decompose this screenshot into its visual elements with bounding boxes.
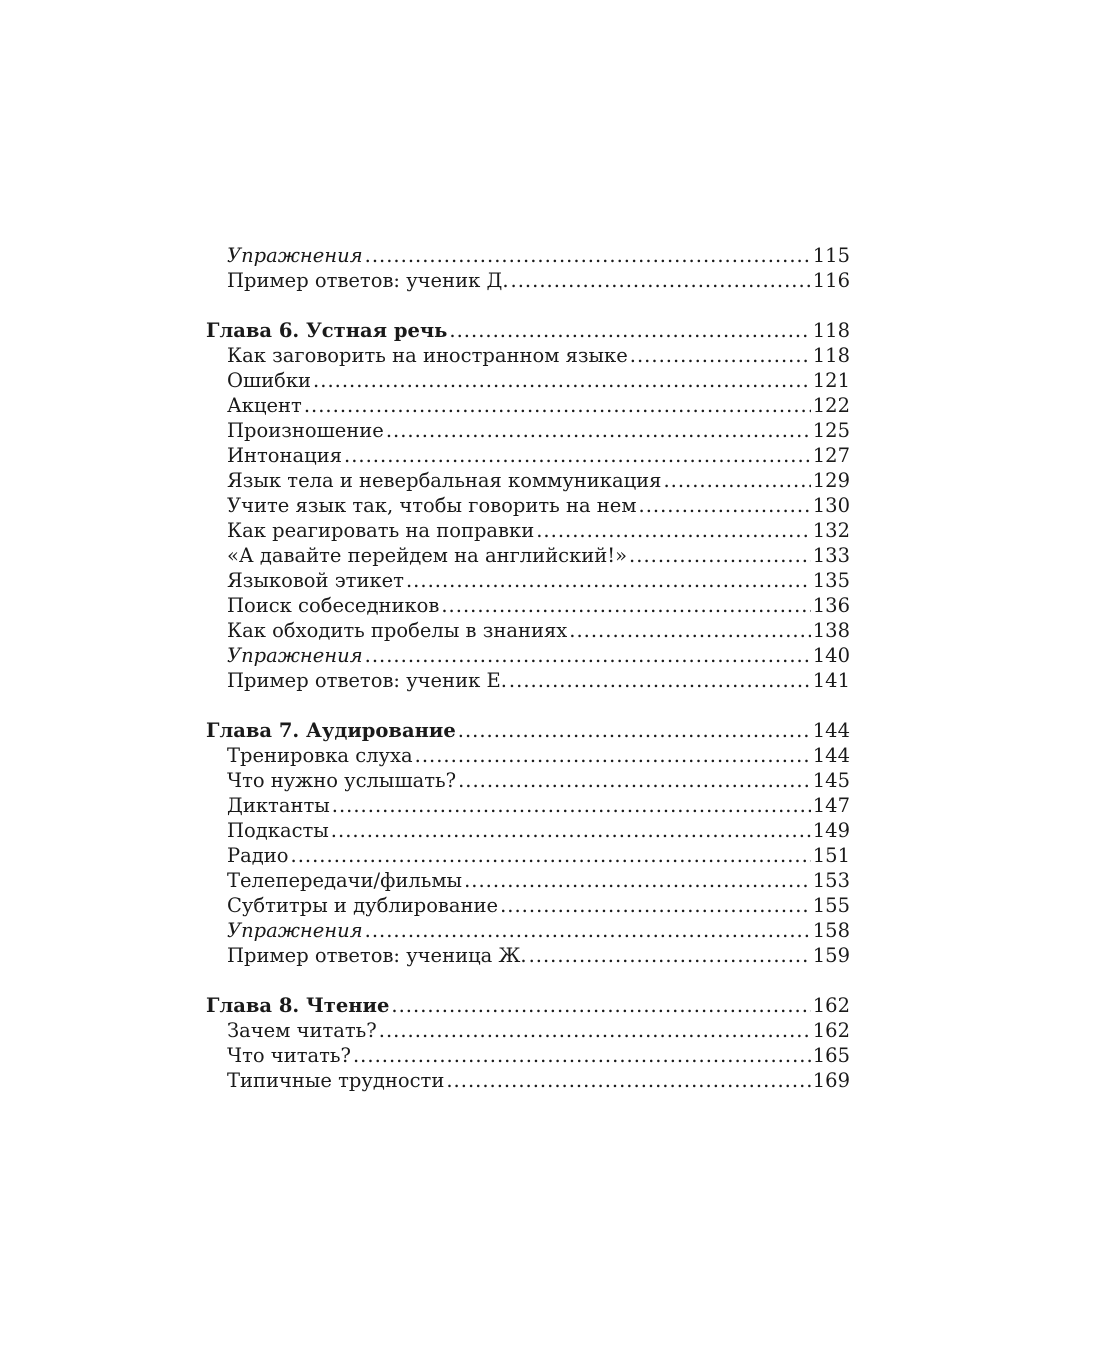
toc-entry[interactable] (206, 893, 850, 918)
entry-title: Типичные трудности (227, 1069, 445, 1092)
toc-entry[interactable] (206, 668, 850, 693)
dot-leader (663, 468, 810, 493)
entry-title: Язык тела и невербальная коммуникация (227, 469, 662, 492)
toc-entry[interactable] (206, 493, 850, 518)
toc-entry[interactable] (206, 818, 850, 843)
dot-leader (304, 393, 811, 418)
entry-title: Учите язык так, чтобы говорить на нем (227, 494, 637, 517)
entry-title: Как обходить пробелы в знаниях (227, 619, 568, 642)
entry-title: Произношение (227, 419, 384, 442)
toc-entry[interactable] (206, 618, 850, 643)
entry-title: Упражнения (227, 919, 363, 942)
entry-title: Как заговорить на иностранном языке (227, 344, 628, 367)
toc-entry[interactable] (206, 768, 850, 793)
entry-title: Акцент (227, 394, 302, 417)
toc-entry[interactable] (206, 568, 850, 593)
page-number: 138 (812, 619, 850, 642)
dot-leader (365, 918, 811, 943)
dot-leader (386, 418, 811, 443)
dot-leader (441, 593, 810, 618)
entry-title: Пример ответов: ученик Д. (227, 269, 509, 292)
page-number: 165 (812, 1044, 850, 1067)
page-number: 158 (812, 919, 850, 942)
entry-title: Диктанты (227, 794, 330, 817)
entry-title: Зачем читать? (227, 1019, 377, 1042)
entry-title: Тренировка слуха (227, 744, 413, 767)
page-number: 125 (812, 419, 850, 442)
dot-leader (569, 618, 811, 643)
dot-leader (365, 643, 811, 668)
section-gap (206, 693, 850, 718)
page-number: 132 (812, 519, 850, 542)
toc-entry[interactable] (206, 743, 850, 768)
entry-title: Пример ответов: ученица Ж. (227, 944, 527, 967)
section-gap (206, 293, 850, 318)
entry-title: Поиск собеседников (227, 594, 440, 617)
entry-title: Интонация (227, 444, 342, 467)
dot-leader (332, 793, 811, 818)
entry-title: Субтитры и дублирование (227, 894, 499, 917)
chapter-heading[interactable] (206, 718, 850, 743)
dot-leader (344, 443, 811, 468)
toc-entry[interactable] (206, 543, 850, 568)
entry-title: Радио (227, 844, 289, 867)
page-number: 151 (812, 844, 850, 867)
chapter-title: Глава 7. Аудирование (206, 719, 456, 742)
entry-title: Как реагировать на поправки (227, 519, 535, 542)
entry-title: Пример ответов: ученик Е. (227, 669, 507, 692)
toc-entry[interactable] (206, 1043, 850, 1068)
page-number: 155 (812, 894, 850, 917)
toc-entry[interactable] (206, 418, 850, 443)
entry-title: Подкасты (227, 819, 329, 842)
page-number: 130 (812, 494, 850, 517)
entry-title: «А давайте перейдем на английский!» (227, 544, 628, 567)
chapter-heading[interactable] (206, 318, 850, 343)
entry-title: Упражнения (227, 644, 363, 667)
dot-leader (379, 1018, 811, 1043)
page-number: 118 (812, 319, 850, 342)
page-number: 127 (812, 444, 850, 467)
chapter-title: Глава 8. Чтение (206, 994, 390, 1017)
entry-title: Языковой этикет (227, 569, 404, 592)
dot-leader (446, 1068, 810, 1093)
dot-leader (353, 1043, 811, 1068)
dot-leader (331, 818, 811, 843)
page-number: 162 (812, 994, 850, 1017)
dot-leader (391, 993, 810, 1018)
page-number: 121 (812, 369, 850, 392)
toc-entry[interactable] (206, 593, 850, 618)
toc-entry[interactable] (206, 1018, 850, 1043)
toc-entry[interactable] (206, 843, 850, 868)
toc-entry[interactable] (206, 943, 850, 968)
page-number: 122 (812, 394, 850, 417)
toc-entry[interactable] (206, 918, 850, 943)
toc-entry[interactable] (206, 393, 850, 418)
entry-title: Ошибки (227, 369, 312, 392)
page-number: 144 (812, 744, 850, 767)
page-number: 153 (812, 869, 850, 892)
dot-leader (511, 268, 811, 293)
chapter-heading[interactable] (206, 993, 850, 1018)
toc-entry[interactable] (206, 518, 850, 543)
dot-leader (509, 668, 811, 693)
dot-leader (458, 768, 811, 793)
page-number: 133 (812, 544, 850, 567)
dot-leader (639, 493, 811, 518)
dot-leader (365, 243, 811, 268)
dot-leader (458, 718, 811, 743)
toc-entry[interactable] (206, 643, 850, 668)
dot-leader (449, 318, 810, 343)
page-number: 162 (812, 1019, 850, 1042)
entry-title: Что нужно услышать? (227, 769, 457, 792)
chapter-title: Глава 6. Устная речь (206, 319, 448, 342)
toc-entry[interactable] (206, 343, 850, 368)
page-number: 136 (812, 594, 850, 617)
entry-title: Упражнения (227, 244, 363, 267)
page-number: 140 (812, 644, 850, 667)
dot-leader (629, 543, 811, 568)
page-number: 141 (812, 669, 850, 692)
toc-entry[interactable] (206, 793, 850, 818)
page-number: 129 (812, 469, 850, 492)
toc-entry[interactable] (206, 268, 850, 293)
toc-entry[interactable] (206, 368, 850, 393)
page-number: 145 (812, 769, 850, 792)
dot-leader (313, 368, 811, 393)
page-number: 118 (812, 344, 850, 367)
page-number: 115 (812, 244, 850, 267)
toc-entry[interactable] (206, 243, 850, 268)
dot-leader (406, 568, 811, 593)
page-number: 159 (812, 944, 850, 967)
toc-entry[interactable] (206, 868, 850, 893)
table-of-contents (206, 243, 850, 1093)
dot-leader (630, 343, 811, 368)
entry-title: Что читать? (227, 1044, 351, 1067)
toc-entry[interactable] (206, 468, 850, 493)
page-number: 144 (812, 719, 850, 742)
page-number: 169 (812, 1069, 850, 1092)
dot-leader (464, 868, 811, 893)
dot-leader (536, 518, 811, 543)
page-number: 147 (812, 794, 850, 817)
entry-title: Телепередачи/фильмы (227, 869, 463, 892)
page-number: 135 (812, 569, 850, 592)
toc-entry[interactable] (206, 443, 850, 468)
dot-leader (500, 893, 811, 918)
dot-leader (415, 743, 811, 768)
dot-leader (529, 943, 811, 968)
page-number: 149 (812, 819, 850, 842)
dot-leader (291, 843, 811, 868)
section-gap (206, 968, 850, 993)
page-number: 116 (812, 269, 850, 292)
toc-entry[interactable] (206, 1068, 850, 1093)
